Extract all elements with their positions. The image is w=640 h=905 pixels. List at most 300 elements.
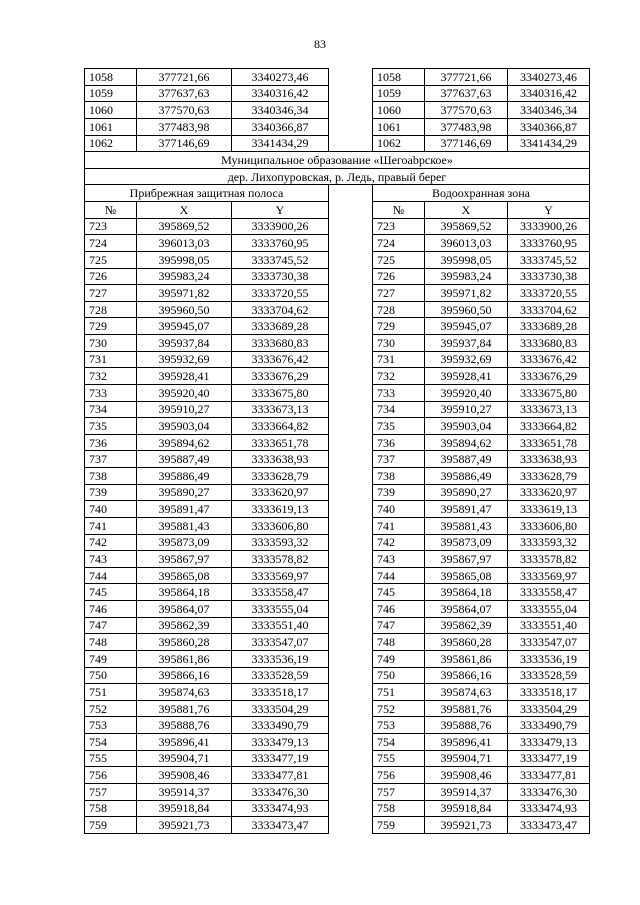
table-row: [85, 817, 590, 834]
column-gap: [329, 218, 373, 235]
right-point-number-cell: 739: [373, 484, 425, 501]
left-point-number-cell: 741: [85, 517, 137, 534]
left-y-cell: 3333676,29: [232, 368, 329, 385]
right-x-cell: 395896,41: [425, 734, 508, 751]
left-x-cell: 395920,40: [137, 384, 232, 401]
left-point-number-cell: 738: [85, 468, 137, 485]
left-point-number-cell: 748: [85, 634, 137, 651]
table-row: [85, 69, 590, 86]
left-y-cell: 3333476,30: [232, 783, 329, 800]
right-point-number-cell: 725: [373, 251, 425, 268]
column-gap: [329, 384, 373, 401]
right-point-number-cell: 735: [373, 418, 425, 435]
table-row: [85, 567, 590, 584]
column-gap: [329, 251, 373, 268]
right-x-cell: 395908,46: [425, 767, 508, 784]
right-y-cell: 3333518,17: [508, 684, 590, 701]
right-y-cell: 3333676,29: [508, 368, 590, 385]
column-gap: [329, 584, 373, 601]
left-x-cell: 395914,37: [137, 783, 232, 800]
table-row: [85, 135, 590, 152]
right-y-cell: 3333619,13: [508, 501, 590, 518]
left-y-cell: 3333473,47: [232, 817, 329, 834]
left-x-cell: 395903,04: [137, 418, 232, 435]
right-y-cell: 3333479,13: [508, 734, 590, 751]
left-x-cell: 395896,41: [137, 734, 232, 751]
table-row: [85, 251, 590, 268]
left-point-number-cell: 739: [85, 484, 137, 501]
right-y-cell: 3333680,83: [508, 335, 590, 352]
right-y-cell: 3333620,97: [508, 484, 590, 501]
right-y-cell: 3333900,26: [508, 218, 590, 235]
left-x-cell: 395904,71: [137, 750, 232, 767]
column-gap: [329, 551, 373, 568]
right-x-cell: 395874,63: [425, 684, 508, 701]
left-point-number-cell: 737: [85, 451, 137, 468]
right-point-number-cell: 728: [373, 301, 425, 318]
right-x-header: X: [425, 202, 508, 219]
right-point-number-cell: 729: [373, 318, 425, 335]
column-gap: [329, 268, 373, 285]
left-point-number-cell: 1060: [85, 102, 137, 119]
right-y-cell: 3333730,38: [508, 268, 590, 285]
right-point-number-cell: 748: [373, 634, 425, 651]
left-point-number-cell: 724: [85, 235, 137, 252]
left-y-cell: 3333474,93: [232, 800, 329, 817]
right-x-cell: 395860,28: [425, 634, 508, 651]
left-point-number-cell: 746: [85, 601, 137, 618]
right-point-number-cell: 750: [373, 667, 425, 684]
left-point-number-cell: 753: [85, 717, 137, 734]
right-x-cell: 395873,09: [425, 534, 508, 551]
table-row: [85, 584, 590, 601]
right-y-cell: 3333490,79: [508, 717, 590, 734]
right-point-number-cell: 757: [373, 783, 425, 800]
column-gap: [329, 368, 373, 385]
left-y-cell: 3333536,19: [232, 650, 329, 667]
right-y-cell: 3340366,87: [508, 118, 590, 135]
right-x-cell: 395865,08: [425, 567, 508, 584]
table-row: [85, 301, 590, 318]
right-y-cell: 3333536,19: [508, 650, 590, 667]
left-point-number-cell: 756: [85, 767, 137, 784]
location-row: [85, 168, 590, 185]
left-point-number-cell: 727: [85, 285, 137, 302]
column-gap: [329, 783, 373, 800]
right-y-cell: 3333551,40: [508, 617, 590, 634]
left-y-cell: 3333704,62: [232, 301, 329, 318]
left-y-cell: 3333676,42: [232, 351, 329, 368]
table-row: [85, 468, 590, 485]
right-point-number-cell: 738: [373, 468, 425, 485]
table-row: [85, 118, 590, 135]
right-x-cell: 377483,98: [425, 118, 508, 135]
right-point-number-cell: 742: [373, 534, 425, 551]
table-row: [85, 734, 590, 751]
left-x-cell: 395864,07: [137, 601, 232, 618]
left-x-cell: 395861,86: [137, 650, 232, 667]
left-y-cell: 3333680,83: [232, 335, 329, 352]
page-number: 83: [314, 37, 326, 51]
right-x-cell: 395890,27: [425, 484, 508, 501]
right-point-number-cell: 753: [373, 717, 425, 734]
column-gap: [329, 667, 373, 684]
table-row: [85, 268, 590, 285]
column-gap: [329, 650, 373, 667]
table-row: [85, 534, 590, 551]
column-gap: [329, 767, 373, 784]
table-row: [85, 700, 590, 717]
left-point-number-cell: 751: [85, 684, 137, 701]
column-gap: [329, 817, 373, 834]
table-row: [85, 634, 590, 651]
left-y-cell: 3340346,34: [232, 102, 329, 119]
left-y-header: Y: [232, 202, 329, 219]
right-x-cell: 377570,63: [425, 102, 508, 119]
left-y-cell: 3333745,52: [232, 251, 329, 268]
right-y-cell: 3333606,80: [508, 517, 590, 534]
right-y-cell: 3333555,04: [508, 601, 590, 618]
left-y-cell: 3333547,07: [232, 634, 329, 651]
left-y-cell: 3333651,78: [232, 434, 329, 451]
column-gap: [329, 800, 373, 817]
left-x-cell: 377637,63: [137, 85, 232, 102]
right-point-number-cell: 744: [373, 567, 425, 584]
right-x-cell: 395937,84: [425, 335, 508, 352]
right-point-number-cell: 743: [373, 551, 425, 568]
left-point-number-cell: 1058: [85, 69, 137, 86]
left-point-number-cell: 726: [85, 268, 137, 285]
left-point-number-cell: 757: [85, 783, 137, 800]
left-y-cell: 3333675,80: [232, 384, 329, 401]
right-x-cell: 395914,37: [425, 783, 508, 800]
right-point-number-cell: 741: [373, 517, 425, 534]
left-x-cell: 395908,46: [137, 767, 232, 784]
right-x-cell: 395904,71: [425, 750, 508, 767]
column-gap: [329, 468, 373, 485]
left-x-cell: 395887,49: [137, 451, 232, 468]
right-y-cell: 3333720,55: [508, 285, 590, 302]
table-row: [85, 451, 590, 468]
left-number-header: №: [85, 202, 137, 219]
right-x-cell: 377637,63: [425, 85, 508, 102]
right-x-cell: 395864,18: [425, 584, 508, 601]
left-y-cell: 3341434,29: [232, 135, 329, 152]
right-x-cell: 395867,97: [425, 551, 508, 568]
right-x-cell: 395869,52: [425, 218, 508, 235]
column-gap: [329, 501, 373, 518]
table-row: [85, 318, 590, 335]
left-point-number-cell: 758: [85, 800, 137, 817]
right-point-number-cell: 731: [373, 351, 425, 368]
right-point-number-cell: 745: [373, 584, 425, 601]
right-x-cell: 395910,27: [425, 401, 508, 418]
left-point-number-cell: 743: [85, 551, 137, 568]
table-row: [85, 650, 590, 667]
table-row: [85, 384, 590, 401]
column-gap: [329, 750, 373, 767]
right-point-number-cell: 724: [373, 235, 425, 252]
right-y-cell: 3340316,42: [508, 85, 590, 102]
left-point-number-cell: 730: [85, 335, 137, 352]
left-section-title: Прибрежная защитная полоса: [85, 185, 329, 202]
location-heading: дер. Лихопуровская, р. Ледь, правый берег: [85, 168, 590, 185]
table-row: [85, 351, 590, 368]
column-gap: [329, 135, 373, 152]
right-point-number-cell: 723: [373, 218, 425, 235]
table-row: [85, 517, 590, 534]
right-y-cell: 3333477,19: [508, 750, 590, 767]
right-y-cell: 3340273,46: [508, 69, 590, 86]
table-row: [85, 368, 590, 385]
left-x-cell: 377483,98: [137, 118, 232, 135]
table-row: [85, 418, 590, 435]
right-y-cell: 3333558,47: [508, 584, 590, 601]
right-x-cell: 395903,04: [425, 418, 508, 435]
right-y-cell: 3333569,97: [508, 567, 590, 584]
column-gap: [329, 202, 373, 219]
right-point-number-cell: 732: [373, 368, 425, 385]
left-x-cell: 395894,62: [137, 434, 232, 451]
left-x-cell: 395921,73: [137, 817, 232, 834]
coordinates-table: [84, 68, 590, 834]
column-gap: [329, 102, 373, 119]
table-row: [85, 501, 590, 518]
right-x-cell: 395866,16: [425, 667, 508, 684]
left-point-number-cell: 736: [85, 434, 137, 451]
column-gap: [329, 118, 373, 135]
right-y-cell: 3333628,79: [508, 468, 590, 485]
table-row: [85, 85, 590, 102]
column-gap: [329, 85, 373, 102]
left-y-cell: 3333551,40: [232, 617, 329, 634]
table-row: [85, 601, 590, 618]
right-y-cell: 3333547,07: [508, 634, 590, 651]
left-point-number-cell: 729: [85, 318, 137, 335]
left-point-number-cell: 750: [85, 667, 137, 684]
left-x-cell: 395860,28: [137, 634, 232, 651]
left-x-cell: 395888,76: [137, 717, 232, 734]
left-x-cell: 396013,03: [137, 235, 232, 252]
left-y-cell: 3333606,80: [232, 517, 329, 534]
table-row: [85, 218, 590, 235]
table-row: [85, 235, 590, 252]
column-gap: [329, 418, 373, 435]
right-point-number-cell: 749: [373, 650, 425, 667]
left-y-cell: 3333490,79: [232, 717, 329, 734]
left-y-cell: 3333620,97: [232, 484, 329, 501]
left-point-number-cell: 732: [85, 368, 137, 385]
column-gap: [329, 285, 373, 302]
left-x-cell: 395862,39: [137, 617, 232, 634]
right-y-cell: 3340346,34: [508, 102, 590, 119]
left-point-number-cell: 733: [85, 384, 137, 401]
right-x-cell: 377146,69: [425, 135, 508, 152]
column-gap: [329, 235, 373, 252]
left-y-cell: 3333720,55: [232, 285, 329, 302]
right-point-number-cell: 754: [373, 734, 425, 751]
right-point-number-cell: 736: [373, 434, 425, 451]
left-x-cell: 377570,63: [137, 102, 232, 119]
left-point-number-cell: 759: [85, 817, 137, 834]
left-point-number-cell: 725: [85, 251, 137, 268]
left-x-cell: 395866,16: [137, 667, 232, 684]
right-point-number-cell: 737: [373, 451, 425, 468]
left-y-cell: 3333730,38: [232, 268, 329, 285]
right-y-cell: 3333504,29: [508, 700, 590, 717]
left-y-cell: 3333638,93: [232, 451, 329, 468]
left-point-number-cell: 1062: [85, 135, 137, 152]
column-gap: [329, 734, 373, 751]
right-point-number-cell: 726: [373, 268, 425, 285]
left-point-number-cell: 731: [85, 351, 137, 368]
left-y-cell: 3340366,87: [232, 118, 329, 135]
right-x-cell: 395918,84: [425, 800, 508, 817]
left-point-number-cell: 752: [85, 700, 137, 717]
left-x-cell: 395867,97: [137, 551, 232, 568]
column-gap: [329, 534, 373, 551]
right-point-number-cell: 751: [373, 684, 425, 701]
left-y-cell: 3333479,13: [232, 734, 329, 751]
left-y-cell: 3333569,97: [232, 567, 329, 584]
table-row: [85, 800, 590, 817]
table-row: [85, 767, 590, 784]
right-x-cell: 377721,66: [425, 69, 508, 86]
right-y-cell: 3333664,82: [508, 418, 590, 435]
municipality-heading: Муниципальное образование «Шегоabрское»: [85, 152, 590, 169]
table-row: [85, 617, 590, 634]
left-y-cell: 3333504,29: [232, 700, 329, 717]
right-y-cell: 3333673,13: [508, 401, 590, 418]
right-y-cell: 3333477,81: [508, 767, 590, 784]
table-row: [85, 335, 590, 352]
right-y-cell: 3333528,59: [508, 667, 590, 684]
left-y-cell: 3333477,81: [232, 767, 329, 784]
table-row: [85, 401, 590, 418]
left-x-cell: 395998,05: [137, 251, 232, 268]
right-x-cell: 395983,24: [425, 268, 508, 285]
right-x-cell: 395921,73: [425, 817, 508, 834]
right-x-cell: 395894,62: [425, 434, 508, 451]
left-x-cell: 395960,50: [137, 301, 232, 318]
left-y-cell: 3333689,28: [232, 318, 329, 335]
right-y-cell: 3333651,78: [508, 434, 590, 451]
right-y-cell: 3333638,93: [508, 451, 590, 468]
left-point-number-cell: 734: [85, 401, 137, 418]
left-point-number-cell: 740: [85, 501, 137, 518]
table-row: [85, 717, 590, 734]
right-x-cell: 395998,05: [425, 251, 508, 268]
right-x-cell: 395881,76: [425, 700, 508, 717]
table-row: [85, 285, 590, 302]
left-x-cell: 395928,41: [137, 368, 232, 385]
right-point-number-cell: 758: [373, 800, 425, 817]
right-point-number-cell: 1060: [373, 102, 425, 119]
right-point-number-cell: 733: [373, 384, 425, 401]
left-y-cell: 3333593,32: [232, 534, 329, 551]
column-gap: [329, 517, 373, 534]
column-gap: [329, 617, 373, 634]
left-point-number-cell: 728: [85, 301, 137, 318]
left-y-cell: 3333628,79: [232, 468, 329, 485]
left-x-cell: 395874,63: [137, 684, 232, 701]
left-x-cell: 395873,09: [137, 534, 232, 551]
column-gap: [329, 335, 373, 352]
left-point-number-cell: 754: [85, 734, 137, 751]
column-gap: [329, 484, 373, 501]
municipality-row: [85, 152, 590, 169]
table-row: [85, 750, 590, 767]
left-x-cell: 395890,27: [137, 484, 232, 501]
left-x-cell: 395945,07: [137, 318, 232, 335]
table-row: [85, 667, 590, 684]
left-x-cell: 395886,49: [137, 468, 232, 485]
left-x-cell: 395881,43: [137, 517, 232, 534]
right-point-number-cell: 734: [373, 401, 425, 418]
column-gap: [329, 301, 373, 318]
right-point-number-cell: 1062: [373, 135, 425, 152]
right-point-number-cell: 1059: [373, 85, 425, 102]
left-y-cell: 3333518,17: [232, 684, 329, 701]
right-x-cell: 395960,50: [425, 301, 508, 318]
table-row: [85, 684, 590, 701]
left-x-cell: 395881,76: [137, 700, 232, 717]
right-y-cell: 3333745,52: [508, 251, 590, 268]
right-y-cell: 3333473,47: [508, 817, 590, 834]
right-y-cell: 3333593,32: [508, 534, 590, 551]
right-x-cell: 395920,40: [425, 384, 508, 401]
left-x-cell: 395864,18: [137, 584, 232, 601]
left-point-number-cell: 745: [85, 584, 137, 601]
table-row: [85, 484, 590, 501]
right-y-cell: 3333676,42: [508, 351, 590, 368]
left-point-number-cell: 755: [85, 750, 137, 767]
column-gap: [329, 318, 373, 335]
right-point-number-cell: 755: [373, 750, 425, 767]
right-y-cell: 3341434,29: [508, 135, 590, 152]
right-x-cell: 395862,39: [425, 617, 508, 634]
left-point-number-cell: 749: [85, 650, 137, 667]
left-point-number-cell: 1061: [85, 118, 137, 135]
right-y-cell: 3333760,95: [508, 235, 590, 252]
left-y-cell: 3333558,47: [232, 584, 329, 601]
left-y-cell: 3333664,82: [232, 418, 329, 435]
left-y-cell: 3333760,95: [232, 235, 329, 252]
column-gap: [329, 434, 373, 451]
right-x-cell: 395945,07: [425, 318, 508, 335]
column-gap: [329, 69, 373, 86]
right-point-number-cell: 730: [373, 335, 425, 352]
right-y-cell: 3333675,80: [508, 384, 590, 401]
right-point-number-cell: 759: [373, 817, 425, 834]
column-gap: [329, 351, 373, 368]
table-row: [85, 551, 590, 568]
right-x-cell: 395861,86: [425, 650, 508, 667]
left-x-cell: 395910,27: [137, 401, 232, 418]
right-y-cell: 3333474,93: [508, 800, 590, 817]
left-x-cell: 395932,69: [137, 351, 232, 368]
left-x-cell: 395983,24: [137, 268, 232, 285]
right-y-cell: 3333578,82: [508, 551, 590, 568]
right-point-number-cell: 727: [373, 285, 425, 302]
left-point-number-cell: 735: [85, 418, 137, 435]
right-x-cell: 395864,07: [425, 601, 508, 618]
column-gap: [329, 567, 373, 584]
right-y-cell: 3333689,28: [508, 318, 590, 335]
left-y-cell: 3333673,13: [232, 401, 329, 418]
right-point-number-cell: 1061: [373, 118, 425, 135]
right-x-cell: 395932,69: [425, 351, 508, 368]
